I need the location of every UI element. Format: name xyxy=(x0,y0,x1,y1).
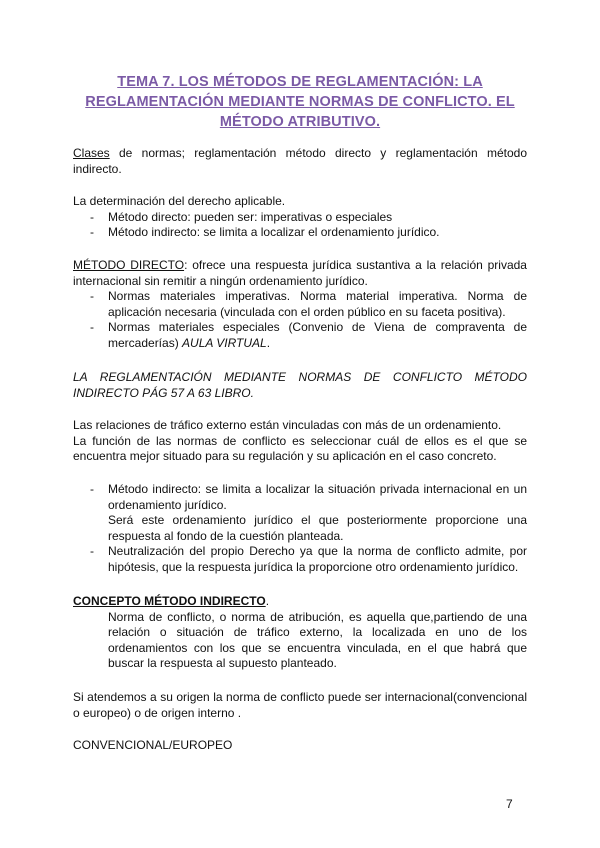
list-item: - Método directo: pueden ser: imperativas o especiales xyxy=(73,210,527,226)
convencional-text: CONVENCIONAL/EUROPEO xyxy=(73,738,233,752)
origen-paragraph xyxy=(73,690,527,721)
list-item: - Método indirecto: se limita a localizar el ordenamiento jurídico. xyxy=(73,225,527,241)
relaciones-section xyxy=(73,418,527,465)
page-number: 7 xyxy=(506,797,513,811)
title-line-2: REGLAMENTACIÓN MEDIANTE NORMAS DE CONFLICTO. EL xyxy=(85,94,515,110)
indirecto-list xyxy=(73,482,527,575)
origen-text: Si atendemos a su origen la norma de conflicto puede ser internacional(convencional o europeo) o de origen interno . xyxy=(73,690,527,720)
list-item: - Normas materiales imperativas. Norma material imperativa. Norma de aplicación necesaria (vinculada con el orden público en su faceta positiva). xyxy=(73,289,527,320)
indirecto-list-section xyxy=(73,482,527,575)
metodo-directo-list xyxy=(73,289,527,351)
list-item: - Neutralización del propio Derecho ya que la norma de conflicto admite, por hipótesis, que la respuesta jurídica la proporcione otro ordenamiento jurídico. xyxy=(73,544,527,575)
metodo-directo-section xyxy=(73,258,527,351)
title-line-3: MÉTODO ATRIBUTIVO. xyxy=(219,114,381,130)
aula-suffix: . xyxy=(266,335,271,350)
relaciones-p1: Las relaciones de tráfico externo están vinculadas con más de un ordenamiento. xyxy=(73,418,502,432)
list-item-text: Normas materiales especiales (Convenio de Viena de compraventa de mercaderías) xyxy=(108,320,527,350)
list-item-text: - Método indirecto: se limita a localizar la situación privada internacional en un ordenamiento jurídico. xyxy=(108,482,527,512)
aula-virtual-text: AULA VIRTUAL xyxy=(182,335,267,350)
concepto-heading-suffix: . xyxy=(265,594,270,608)
clases-text: de normas; reglamentación método directo y reglamentación método indirecto. xyxy=(73,146,527,176)
relaciones-p2: La función de las normas de conflicto es seleccionar cuál de ellos es el que se encuentra mejor situado para su regulación y su aplicación en el caso concreto. xyxy=(73,433,527,463)
concepto-heading: CONCEPTO MÉTODO INDIRECTO xyxy=(73,594,266,608)
determinacion-intro: La determinación del derecho aplicable. xyxy=(73,194,286,208)
concepto-definition: Norma de conflicto, o norma de atribución, es aquella que,partiendo de una relación o situación de tráfico externo, la localizada en uno de los ordenamientos con los que se encuentra vinculada, en el que habrá que buscar la respuesta al supuesto planteado. xyxy=(108,609,527,670)
list-item xyxy=(73,320,527,351)
clases-paragraph xyxy=(73,146,527,177)
clases-label: Clases xyxy=(73,146,110,160)
reglamentacion-text: LA REGLAMENTACIÓN MEDIANTE NORMAS DE CONFLICTO MÉTODO INDIRECTO PÁG 57 A 63 LIBRO. xyxy=(73,370,527,400)
concepto-section xyxy=(73,594,527,672)
chapter-title xyxy=(73,72,527,132)
list-item xyxy=(73,482,527,544)
metodo-directo-text: : ofrece una respuesta jurídica sustantiva a la relación privada internacional sin remitir a ningún ordenamiento jurídico. xyxy=(73,258,527,288)
list-item-continuation: Será este ordenamiento jurídico el que posteriormente proporcione una respuesta al fondo de la cuestión planteada. xyxy=(108,513,527,543)
metodo-directo-label: MÉTODO DIRECTO xyxy=(73,258,185,272)
reglamentacion-heading xyxy=(73,370,527,401)
determinacion-section xyxy=(73,194,527,241)
convencional-heading xyxy=(73,738,527,754)
title-line-1: TEMA 7. LOS MÉTODOS DE REGLAMENTACIÓN: LA xyxy=(117,74,483,90)
determinacion-list xyxy=(73,210,527,241)
